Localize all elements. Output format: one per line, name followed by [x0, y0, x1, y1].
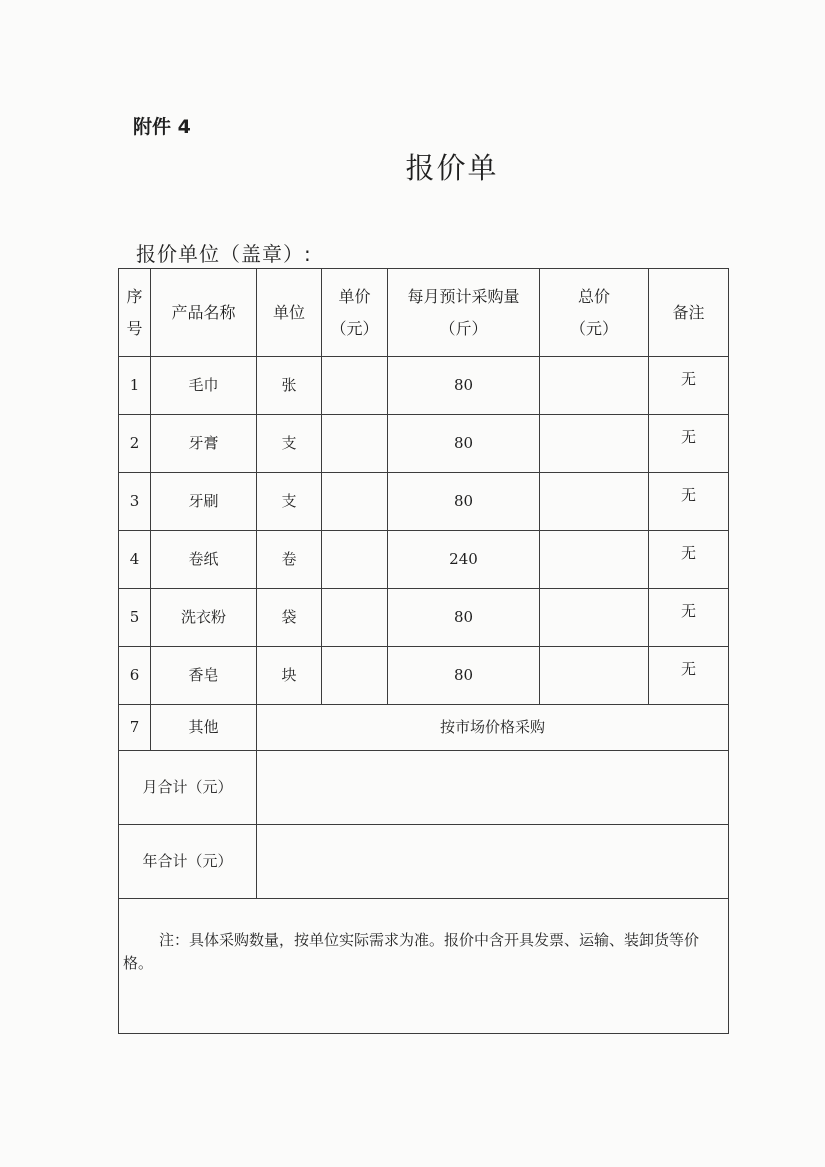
- cell-remark: 无: [649, 473, 729, 531]
- yearly-total-value: [257, 825, 729, 899]
- cell-remark: 无: [649, 531, 729, 589]
- cell-unit: 支: [257, 473, 322, 531]
- cell-seq: 6: [119, 647, 151, 705]
- cell-remark: 无: [649, 647, 729, 705]
- header-total-line2: （元）: [569, 318, 618, 338]
- cell-remark: 无: [649, 415, 729, 473]
- header-product-name: 产品名称: [151, 269, 257, 357]
- table-row: [119, 647, 729, 705]
- header-unit-price-line1: 单价: [338, 287, 371, 307]
- note-row: [119, 899, 729, 1034]
- header-remark: 备注: [649, 269, 729, 357]
- yearly-total-label: 年合计（元）: [119, 825, 257, 899]
- yearly-total-row: [119, 825, 729, 899]
- cell-seq: 1: [119, 357, 151, 415]
- table-row-other: [119, 705, 729, 751]
- note-cell: [119, 899, 729, 1034]
- cell-unit-price: [322, 357, 388, 415]
- header-total: [540, 269, 649, 357]
- header-unit: 单位: [257, 269, 322, 357]
- header-unit-price: [322, 269, 388, 357]
- cell-unit-price: [322, 531, 388, 589]
- cell-unit-price: [322, 415, 388, 473]
- cell-total: [540, 531, 649, 589]
- cell-unit-price: [322, 589, 388, 647]
- cell-qty: 80: [388, 473, 540, 531]
- cell-unit: 卷: [257, 531, 322, 589]
- cell-unit: 支: [257, 415, 322, 473]
- monthly-total-row: [119, 751, 729, 825]
- cell-qty: 80: [388, 647, 540, 705]
- cell-remark: 无: [649, 357, 729, 415]
- note-text: 注：具体采购数量，按单位实际需求为准。报价中含开具发票、运输、装卸货等价格。: [123, 931, 700, 973]
- cell-total: [540, 647, 649, 705]
- monthly-total-value: [257, 751, 729, 825]
- header-monthly-qty-line1: 每月预计采购量: [407, 287, 520, 307]
- cell-qty: 80: [388, 415, 540, 473]
- table-row: [119, 531, 729, 589]
- monthly-total-label: 月合计（元）: [119, 751, 257, 825]
- table-row: [119, 415, 729, 473]
- cell-seq: 3: [119, 473, 151, 531]
- header-seq-line2: 号: [126, 318, 143, 338]
- cell-total: [540, 473, 649, 531]
- header-seq-line1: 序: [126, 287, 143, 307]
- cell-name: 毛巾: [151, 357, 257, 415]
- cell-remark: 无: [649, 589, 729, 647]
- cell-name: 洗衣粉: [151, 589, 257, 647]
- table-row: [119, 473, 729, 531]
- cell-unit: 袋: [257, 589, 322, 647]
- cell-unit: 张: [257, 357, 322, 415]
- cell-name: 香皂: [151, 647, 257, 705]
- cell-unit-price: [322, 647, 388, 705]
- header-row: [119, 269, 729, 357]
- cell-qty: 80: [388, 357, 540, 415]
- cell-name: 牙膏: [151, 415, 257, 473]
- quote-table: [118, 268, 729, 1034]
- cell-seq: 5: [119, 589, 151, 647]
- attachment-label: 附件 4: [133, 116, 191, 138]
- cell-seq: 7: [119, 705, 151, 751]
- cell-total: [540, 415, 649, 473]
- cell-qty: 240: [388, 531, 540, 589]
- header-total-line1: 总价: [577, 287, 610, 307]
- table-row: [119, 357, 729, 415]
- cell-seq: 4: [119, 531, 151, 589]
- cell-total: [540, 589, 649, 647]
- cell-unit: 块: [257, 647, 322, 705]
- header-monthly-qty-line2: （斤）: [439, 318, 488, 338]
- cell-name: 其他: [151, 705, 257, 751]
- cell-qty: 80: [388, 589, 540, 647]
- cell-seq: 2: [119, 415, 151, 473]
- table-row: [119, 589, 729, 647]
- cell-name: 卷纸: [151, 531, 257, 589]
- header-seq: [119, 269, 151, 357]
- cell-total: [540, 357, 649, 415]
- header-monthly-qty: [388, 269, 540, 357]
- header-unit-price-line2: （元）: [330, 318, 379, 338]
- page-title: 报价单: [405, 151, 499, 185]
- quote-unit-label: 报价单位（盖章）:: [136, 242, 312, 266]
- cell-other-text: 按市场价格采购: [257, 705, 729, 751]
- cell-unit-price: [322, 473, 388, 531]
- cell-name: 牙刷: [151, 473, 257, 531]
